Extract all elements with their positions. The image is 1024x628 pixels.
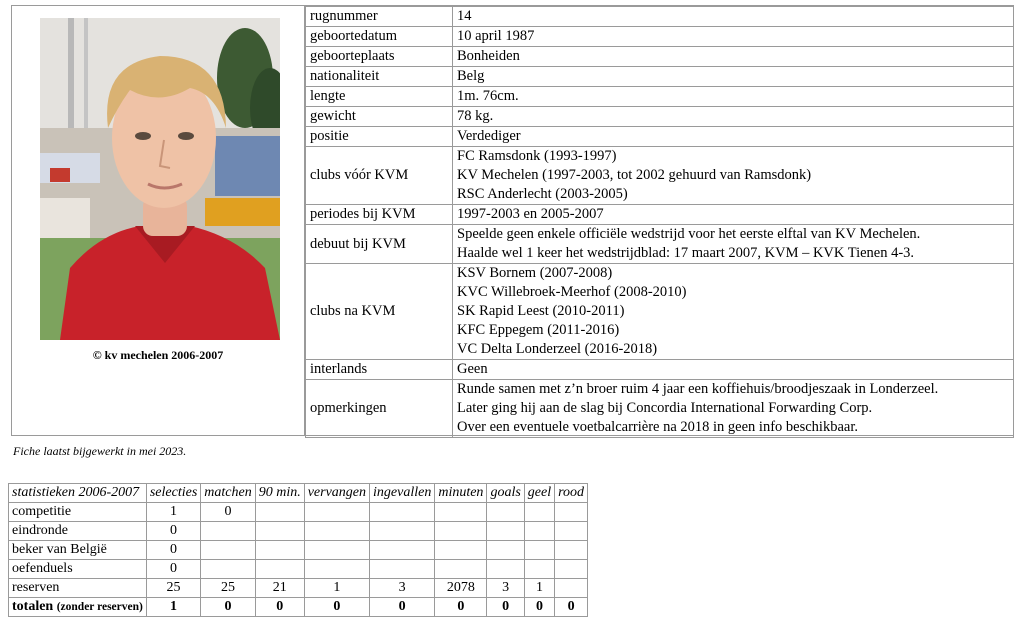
profile-value-line: KVC Willebroek-Meerhof (2008-2010) (457, 284, 687, 300)
profile-value (453, 7, 1014, 27)
statistics-row-label: oefenduels (9, 560, 147, 579)
profile-row (306, 205, 1014, 225)
statistics-cell (487, 503, 524, 522)
profile-row (306, 107, 1014, 127)
statistics-row (9, 541, 588, 560)
statistics-cell: 25 (146, 579, 200, 598)
statistics-row (9, 560, 588, 579)
profile-row (306, 360, 1014, 380)
statistics-row (9, 522, 588, 541)
statistics-column-header: matchen (201, 484, 255, 503)
statistics-cell (435, 503, 487, 522)
profile-value-line: SK Rapid Leest (2010-2011) (457, 303, 625, 319)
statistics-total-cell: 0 (201, 598, 255, 617)
statistics-row-label: beker van België (9, 541, 147, 560)
statistics-column-header: 90 min. (255, 484, 304, 503)
statistics-total-cell: 0 (524, 598, 554, 617)
statistics-cell: 3 (370, 579, 435, 598)
statistics-cell (555, 541, 588, 560)
statistics-cell (524, 522, 554, 541)
player-card (11, 5, 1014, 436)
profile-label: debuut bij KVM (306, 225, 453, 264)
profile-value (453, 67, 1014, 87)
profile-label: opmerkingen (306, 380, 453, 438)
profile-row (306, 264, 1014, 360)
statistics-cell (555, 579, 588, 598)
profile-value-line: 1997-2003 en 2005-2007 (457, 206, 604, 222)
profile-value-line: Verdediger (457, 128, 521, 144)
statistics-total-cell: 0 (487, 598, 524, 617)
statistics-cell (255, 541, 304, 560)
total-label-text: totalen (12, 599, 54, 614)
profile-value-line: 14 (457, 8, 472, 24)
update-note: Fiche laatst bijgewerkt in mei 2023. (13, 444, 187, 458)
profile-value (453, 107, 1014, 127)
statistics-column-header: goals (487, 484, 524, 503)
statistics-cell: 0 (146, 541, 200, 560)
profile-row (306, 380, 1014, 438)
profile-row (306, 27, 1014, 47)
profile-row (306, 127, 1014, 147)
statistics-cell: 2078 (435, 579, 487, 598)
profile-label: clubs vóór KVM (306, 147, 453, 205)
profile-value (453, 205, 1014, 225)
statistics-cell: 1 (524, 579, 554, 598)
profile-label: nationaliteit (306, 67, 453, 87)
statistics-header-row (9, 484, 588, 503)
profile-table (305, 6, 1014, 438)
profile-value-line: Over een eventuele voetbalcarrière na 2018 in geen info beschikbaar. (457, 419, 858, 435)
statistics-column-header: vervangen (304, 484, 369, 503)
profile-value-line: FC Ramsdonk (1993-1997) (457, 148, 617, 164)
statistics-cell (435, 522, 487, 541)
player-photo (40, 18, 280, 340)
profile-value (453, 147, 1014, 205)
statistics-cell (370, 560, 435, 579)
statistics-cell (304, 522, 369, 541)
statistics-total-cell: 0 (435, 598, 487, 617)
profile-value (453, 27, 1014, 47)
profile-value-line: KFC Eppegem (2011-2016) (457, 322, 620, 338)
statistics-cell (435, 560, 487, 579)
photo-cell (12, 6, 305, 435)
statistics-cell (201, 522, 255, 541)
profile-row (306, 47, 1014, 67)
statistics-cell (524, 541, 554, 560)
profile-label: geboorteplaats (306, 47, 453, 67)
statistics-cell (487, 560, 524, 579)
statistics-cell (370, 522, 435, 541)
profile-label: periodes bij KVM (306, 205, 453, 225)
profile-value (453, 127, 1014, 147)
profile-value-line: Geen (457, 361, 488, 377)
profile-value (453, 87, 1014, 107)
profile-value-line: Belg (457, 68, 485, 84)
profile-value-line: Haalde wel 1 keer het wedstrijdblad: 17 maart 2007, KVM – KVK Tienen 4-3. (457, 245, 915, 261)
profile-value (453, 225, 1014, 264)
profile-row (306, 225, 1014, 264)
statistics-cell (524, 560, 554, 579)
statistics-table (8, 483, 588, 617)
statistics-cell (304, 541, 369, 560)
profile-value-line: Bonheiden (457, 48, 520, 64)
statistics-cell: 3 (487, 579, 524, 598)
statistics-cell (435, 541, 487, 560)
profile-label: clubs na KVM (306, 264, 453, 360)
profile-label: lengte (306, 87, 453, 107)
profile-value-line: 1m. 76cm. (457, 88, 519, 104)
profile-value-line: VC Delta Londerzeel (2016-2018) (457, 341, 658, 357)
statistics-total-cell: 0 (370, 598, 435, 617)
profile-value-line: KV Mechelen (1997-2003, tot 2002 gehuurd van Ramsdonk) (457, 167, 812, 183)
statistics-total-cell: 0 (555, 598, 588, 617)
statistics-column-header: statistieken 2006-2007 (9, 484, 147, 503)
statistics-cell: 0 (201, 503, 255, 522)
statistics-cell (370, 541, 435, 560)
statistics-row (9, 579, 588, 598)
statistics-row-label: competitie (9, 503, 147, 522)
statistics-row-label: eindronde (9, 522, 147, 541)
statistics-cell (524, 503, 554, 522)
profile-value (453, 47, 1014, 67)
profile-value-line: Later ging hij aan de slag bij Concordia International Forwarding Corp. (457, 400, 873, 416)
total-label-note: (zonder reserven) (56, 601, 143, 613)
photo-caption: © kv mechelen 2006-2007 (92, 348, 224, 362)
statistics-total-cell: 1 (146, 598, 200, 617)
statistics-total-row (9, 598, 588, 617)
profile-label: interlands (306, 360, 453, 380)
profile-value (453, 360, 1014, 380)
statistics-row (9, 503, 588, 522)
statistics-cell (201, 560, 255, 579)
profile-value-line: Speelde geen enkele officiële wedstrijd voor het eerste elftal van KV Mechelen. (457, 226, 921, 242)
profile-row (306, 67, 1014, 87)
profile-value (453, 380, 1014, 438)
statistics-total-label (9, 598, 147, 617)
statistics-cell (304, 560, 369, 579)
statistics-cell: 21 (255, 579, 304, 598)
statistics-row-label: reserven (9, 579, 147, 598)
statistics-cell (370, 503, 435, 522)
profile-value-line: 78 kg. (457, 108, 494, 124)
statistics-cell: 0 (146, 560, 200, 579)
statistics-total-cell: 0 (304, 598, 369, 617)
statistics-cell (201, 541, 255, 560)
statistics-cell (487, 541, 524, 560)
profile-value (453, 264, 1014, 360)
profile-label: gewicht (306, 107, 453, 127)
profile-label: rugnummer (306, 7, 453, 27)
profile-value-line: Runde samen met z’n broer ruim 4 jaar een koffiehuis/broodjeszaak in Londerzeel. (457, 381, 939, 397)
statistics-cell: 1 (146, 503, 200, 522)
profile-label: geboortedatum (306, 27, 453, 47)
profile-row (306, 147, 1014, 205)
statistics-column-header: rood (555, 484, 588, 503)
profile-value-line: 10 april 1987 (457, 28, 535, 44)
profile-row (306, 7, 1014, 27)
statistics-cell: 25 (201, 579, 255, 598)
statistics-column-header: geel (524, 484, 554, 503)
statistics-total-cell: 0 (255, 598, 304, 617)
profile-value-line: KSV Bornem (2007-2008) (457, 265, 613, 281)
profile-row (306, 87, 1014, 107)
statistics-cell: 0 (146, 522, 200, 541)
statistics-cell: 1 (304, 579, 369, 598)
profile-value-line: RSC Anderlecht (2003-2005) (457, 186, 628, 202)
statistics-cell (255, 522, 304, 541)
statistics-cell (555, 522, 588, 541)
statistics-cell (555, 503, 588, 522)
profile-label: positie (306, 127, 453, 147)
statistics-cell (304, 503, 369, 522)
statistics-cell (255, 560, 304, 579)
statistics-column-header: minuten (435, 484, 487, 503)
statistics-column-header: ingevallen (370, 484, 435, 503)
statistics-cell (255, 503, 304, 522)
statistics-column-header: selecties (146, 484, 200, 503)
statistics-cell (487, 522, 524, 541)
statistics-cell (555, 560, 588, 579)
